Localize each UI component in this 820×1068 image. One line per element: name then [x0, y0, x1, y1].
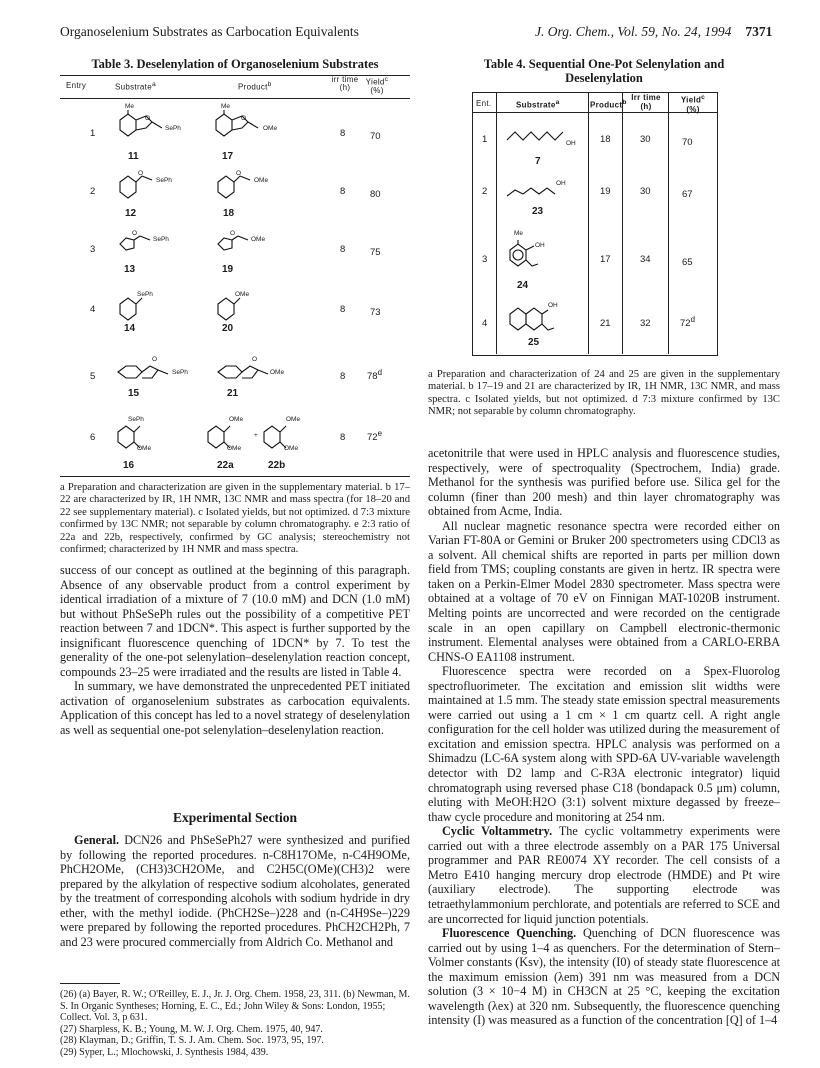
t4-entry-3: 3: [482, 254, 488, 265]
left-paragraph-1: success of our concept as outlined at the beginning of this paragraph. Absence of any observable product from a control experiment by identical irradiation of a mixture of 7 (10.0 mM) and DCN (1.0 mM) but without PhSeSePh rules out the possibility of a competitive PET reaction between 7 and 1DCN*. This aspect is further supported by the insignificant fluorescence quenching of 1DCN* by 7. To test the generality of the one-pot selenylation–deselenylation reaction concept, compounds 23–25 were irradiated and the results are listed in Table 4.: [60, 563, 410, 679]
t3-sub-label-1: SePh: [165, 125, 181, 132]
t3-sub-compound-1: 11: [128, 151, 139, 162]
t3-prod-compound-4: 20: [222, 323, 234, 334]
t3-sub-compound-5: 15: [128, 388, 140, 399]
table4-footnotes: a Preparation and characterization of 24 and 25 are given in the supplementary material. b 17–19 and 21 are characterized by IR, 1H NMR, 13C NMR, and mass spectra. c Isolated yields, but not optimized. d 7:3 mixture confirmed by 13C NMR; not separable by column chromatography.: [428, 369, 780, 418]
t4-product-3: 17: [600, 254, 611, 265]
t3-irr-1: 8: [340, 128, 346, 139]
t4-yield-4: 72$^d$: [680, 315, 695, 330]
t3-prod-me-1: Me: [221, 103, 231, 110]
t3-sub-me-1: Me: [125, 103, 135, 110]
t3-sub-label-3: SePh: [153, 236, 169, 243]
table3-header-product: Product$^b$: [238, 81, 272, 92]
t4-yield-2: 67: [682, 189, 693, 201]
t3-sub-label-6: SePh: [128, 416, 144, 423]
t3-prod-compound-2: 18: [223, 208, 235, 219]
table4-caption: Table 4. Sequential One-Pot Selenylation and Deselenylation: [483, 57, 725, 85]
t4-entry-4: 4: [482, 318, 488, 329]
reference-27: (27) Sharpless, K. B.; Young, M. W. J. Org. Chem. 1975, 40, 947.: [60, 1023, 323, 1035]
t4-substrate-structure-3: [504, 238, 564, 274]
t4-label-1: OH: [566, 140, 576, 147]
right-paragraph-1: acetonitrile that were used in HPLC analysis and fluorescence studies, respectively, were of spectroquality (Spectrochem, India) grade. Methanol for the synthesis was purified before use. Silica gel for the column (finer than 200 mesh) and thin layer chromatography was obtained from Acme, India.: [428, 446, 780, 519]
t3-irr-6: 8: [340, 432, 346, 443]
t3-sub-compound-6: 16: [123, 460, 135, 471]
t3-product-structure-6a: [200, 418, 260, 458]
t3-entry-3: 3: [90, 244, 96, 255]
table3-header-yield: Yield$^c$ (%): [365, 76, 389, 95]
table3-footnotes: a Preparation and characterization are given in the supplementary material. b 17–22 are characterized by IR, 1H NMR, 13C NMR and mass spectra (for 18–20 and 22 see supplementary material). c Isolated yields, but not optimized. d 7:3 mixture confirmed by 13C NMR; not separable by column chromatography. e 2:3 ratio of 22a and 22b, respectively, confirmed by GC analysis; stereochemistry not confirmed; characterized by 1H NMR and mass spectra.: [60, 482, 410, 556]
table3-caption: Table 3. Deselenylation of Organoselenium Substrates: [91, 57, 379, 71]
t4-product-1: 18: [600, 134, 611, 145]
left-paragraph-2: In summary, we have demonstrated the unprecedented PET initiated activation of organoselenium substrates as carbocation equivalents. Application of this concept has led to a novel strategy of deselenylation as well as sequential one-pot selenylation–deselenylation reaction.: [60, 679, 410, 738]
reference-28: (28) Klayman, D.; Griffin, T. S. J. Am. Chem. Soc. 1973, 95, 197.: [60, 1035, 324, 1047]
t4-me-3: Me: [514, 230, 524, 237]
t4-yield-3: 65: [682, 257, 693, 269]
t3-product-structure-3: [210, 230, 280, 264]
t3-prod-label-4: OMe: [235, 291, 250, 298]
t3-prod-compound-6b: 22b: [268, 460, 286, 471]
t3-yield-3: 75: [370, 247, 381, 259]
t3-substrate-structure-2: [112, 170, 182, 204]
right-body-text: [428, 446, 780, 1028]
t3-prod-compound-1: 17: [222, 151, 234, 162]
t3-substrate-structure-3: [112, 230, 182, 264]
t3-entry-2: 2: [90, 186, 96, 197]
right-paragraph-2: All nuclear magnetic resonance spectra were recorded either on Varian FT-80A or Gemini or Bruker 200 spectrometers using CDCl3 as a solvent. All chemical shifts are reported in parts per million down field from TMS; coupling constants are given in hertz. IR spectra were taken on a Perkin-Elmer Model 2830 spectrometer. Mass spectra were obtained at a voltage of 70 eV on Finnigan MAT-1020B instrument. Melting points are uncorrected and were recorded on the centigrade scale in an open capillary on Campbell electronic-thermonic instrument. Elemental analyses were obtained from a CARLO-ERBA CHNS-O EA1108 instrument.: [428, 518, 780, 664]
t4-compound-2: 23: [532, 206, 544, 217]
t3-yield-2: 80: [370, 189, 381, 201]
reference-29: (29) Syper, L.; Mlochowski, J. Synthesis 1984, 439.: [60, 1046, 269, 1058]
t3-product-structure-6b: [256, 418, 316, 458]
t3-sub-compound-4: 14: [124, 323, 136, 334]
t3-yield-5: 78$^d$: [367, 368, 382, 383]
t3-prod-label-1: OMe: [263, 125, 278, 132]
t3-prod-label-5: OMe: [270, 369, 285, 376]
t3-sub-label-4: SePh: [137, 291, 153, 298]
table4-header-substrate: Substrate$^a$: [516, 99, 560, 110]
running-header-title: Organoselenium Substrates as Carbocation Equivalents: [60, 24, 359, 39]
t3-yield-6: 72e: [367, 429, 382, 444]
table3-header-entry: Entry: [66, 81, 87, 90]
table4-header-yield: Yield$^c$ (%): [680, 94, 706, 114]
left-body-text: [60, 563, 410, 738]
t4-compound-3: 24: [517, 280, 529, 291]
t3-irr-2: 8: [340, 186, 346, 197]
table3-header-rule: [60, 98, 410, 99]
t3-sub-label-2: SePh: [156, 177, 172, 184]
t4-compound-4: 25: [528, 337, 540, 348]
t3-yield-4: 73: [370, 307, 381, 319]
t3-prod-label-6b: OMe: [286, 416, 301, 423]
t4-label-2: OH: [556, 180, 566, 187]
t3-entry-4: 4: [90, 304, 96, 315]
t3-substrate-structure-6: [110, 418, 170, 458]
experimental-section-heading: Experimental Section: [172, 810, 298, 825]
cyclic-voltammetry-paragraph: Cyclic Voltammetry. The cyclic voltammetry experiments were carried out with a three electrode assembly on a PAR 175 Universal programmer and PAR RE0074 XY recorder. The cell consists of a Metro E410 hanging mercury drop electrode (HMDE) and Pt wire (auxiliary electrode). The supporting electrode was tetraethylammonium perchlorate, and potentials are referred to SCE and are uncorrected for liquid junction potentials.: [428, 824, 781, 926]
t4-irr-1: 30: [640, 134, 651, 145]
right-paragraph-3: Fluorescence spectra were recorded on a Spex-Fluorolog spectrofluorimeter. The excitation and emission slit widths were maintained at 1.5 mm. The steady state emission spectral measurements were carried out using a 1 cm × 1 cm quartz cell. A right angle configuration for the cell holder was utilized during the measurement of excitation and emission spectra. HPLC analysis was performed on a Shimadzu (LC-6A system along with SPD-6A UV-variable wavelength detector with D2 lamp and C-R3A electronic integrator) liquid chromatograph using reversed phase C18 (bondapack 0.5 μm) column, eluting with MeOH:H2O (3:1) solvent mixture degassed by freeze–thaw cycle procedure and monitoring at 254 nm.: [428, 664, 780, 824]
fluorescence-quenching-paragraph: Fluorescence Quenching. Quenching of DCN fluorescence was carried out by using 1–4 as quenchers. For the determination of Stern–Volmer constants (Ksv), the intensity (I0) of steady state fluorescence at the maximum emission (λem) 391 nm was measured from a DCN solution (3 × 10−4 M) in CH3CN at 25 °C, keeping the excitation wavelength (λex) at 320 nm. Subsequently, the fluorescence quenching intensity (I) was measured as a function of the concentration [Q] of 1–4: [428, 926, 781, 1028]
t3-sub-label2-6: OMe: [137, 445, 152, 452]
t3-entry-6: 6: [90, 432, 96, 443]
t4-compound-1: 7: [535, 156, 541, 167]
references: [60, 989, 410, 1059]
t3-entry-1: 1: [90, 128, 96, 139]
table4-header-entry: Ent.: [476, 99, 492, 108]
references-rule: [60, 983, 120, 984]
t4-entry-1: 1: [482, 134, 488, 145]
t3-prod-compound-6a: 22a: [217, 460, 234, 471]
general-paragraph: General. DCN26 and PhSeSePh27 were synthesized and purified by following the reported procedures. n-C8H17OMe, n-C4H9OMe, PhCH2OMe, (CH3)3CH2OMe, and C2H5C(OMe)(CH3)2 were prepared by the alkylation of respective sodium alcoholates, generated by the treatment of corresponding alcohols with sodium hydride in dry ether, with the methyl iodide. (PhCH2Se–)228 and (n-C4H9Se–)229 were prepared by following the reported procedures. PhCH2CH2Ph, 7 and 23 were procured commercially from Aldrich Co. Methanol and: [60, 833, 411, 949]
t4-irr-4: 32: [640, 318, 651, 329]
t3-sub-compound-3: 13: [124, 264, 136, 275]
t3-irr-4: 8: [340, 304, 346, 315]
t4-yield-1: 70: [682, 137, 693, 149]
t3-irr-3: 8: [340, 244, 346, 255]
t3-sub-label-5: SePh: [172, 369, 188, 376]
t3-irr-5: 8: [340, 371, 346, 382]
reference-26: (26) (a) Bayer, R. W.; O'Reilley, E. J., Jr. J. Org. Chem. 1958, 23, 311. (b) Newman, M. S. In Organic Syntheses; Horning, E. C., Ed.; John Wiley & Sons: London, 1955; Collect. Vol. 3, p 631.: [60, 989, 410, 1024]
t3-prod-label-6a: OMe: [229, 416, 244, 423]
t3-prod-label-2: OMe: [254, 177, 269, 184]
table3-bottom-rule: [60, 476, 410, 477]
t3-prod-compound-3: 19: [222, 264, 234, 275]
t3-entry-5: 5: [90, 371, 96, 382]
t4-label-4: OH: [548, 302, 558, 309]
table3-header-irr-time: irr time (h): [331, 75, 359, 92]
t4-entry-2: 2: [482, 186, 488, 197]
t3-prod-label-3: OMe: [251, 236, 266, 243]
t4-irr-2: 30: [640, 186, 651, 197]
table3-header-substrate: Substrate$^a$: [115, 81, 156, 92]
table4-header-irr: Irr time (h): [631, 93, 661, 111]
table4-header-product: Product$^b$: [590, 99, 627, 110]
t3-sub-compound-2: 12: [125, 208, 137, 219]
t4-product-2: 19: [600, 186, 611, 197]
t3-yield-1: 70: [370, 131, 381, 143]
t4-product-4: 21: [600, 318, 611, 329]
t3-product-structure-2: [210, 170, 280, 204]
t4-label-3: OH: [535, 242, 545, 249]
t4-irr-3: 34: [640, 254, 651, 265]
t3-prod-compound-5: 21: [227, 388, 239, 399]
page-number: 7371: [745, 24, 773, 39]
running-header-journal: J. Org. Chem., Vol. 59, No. 24, 1994 7371: [535, 24, 773, 39]
